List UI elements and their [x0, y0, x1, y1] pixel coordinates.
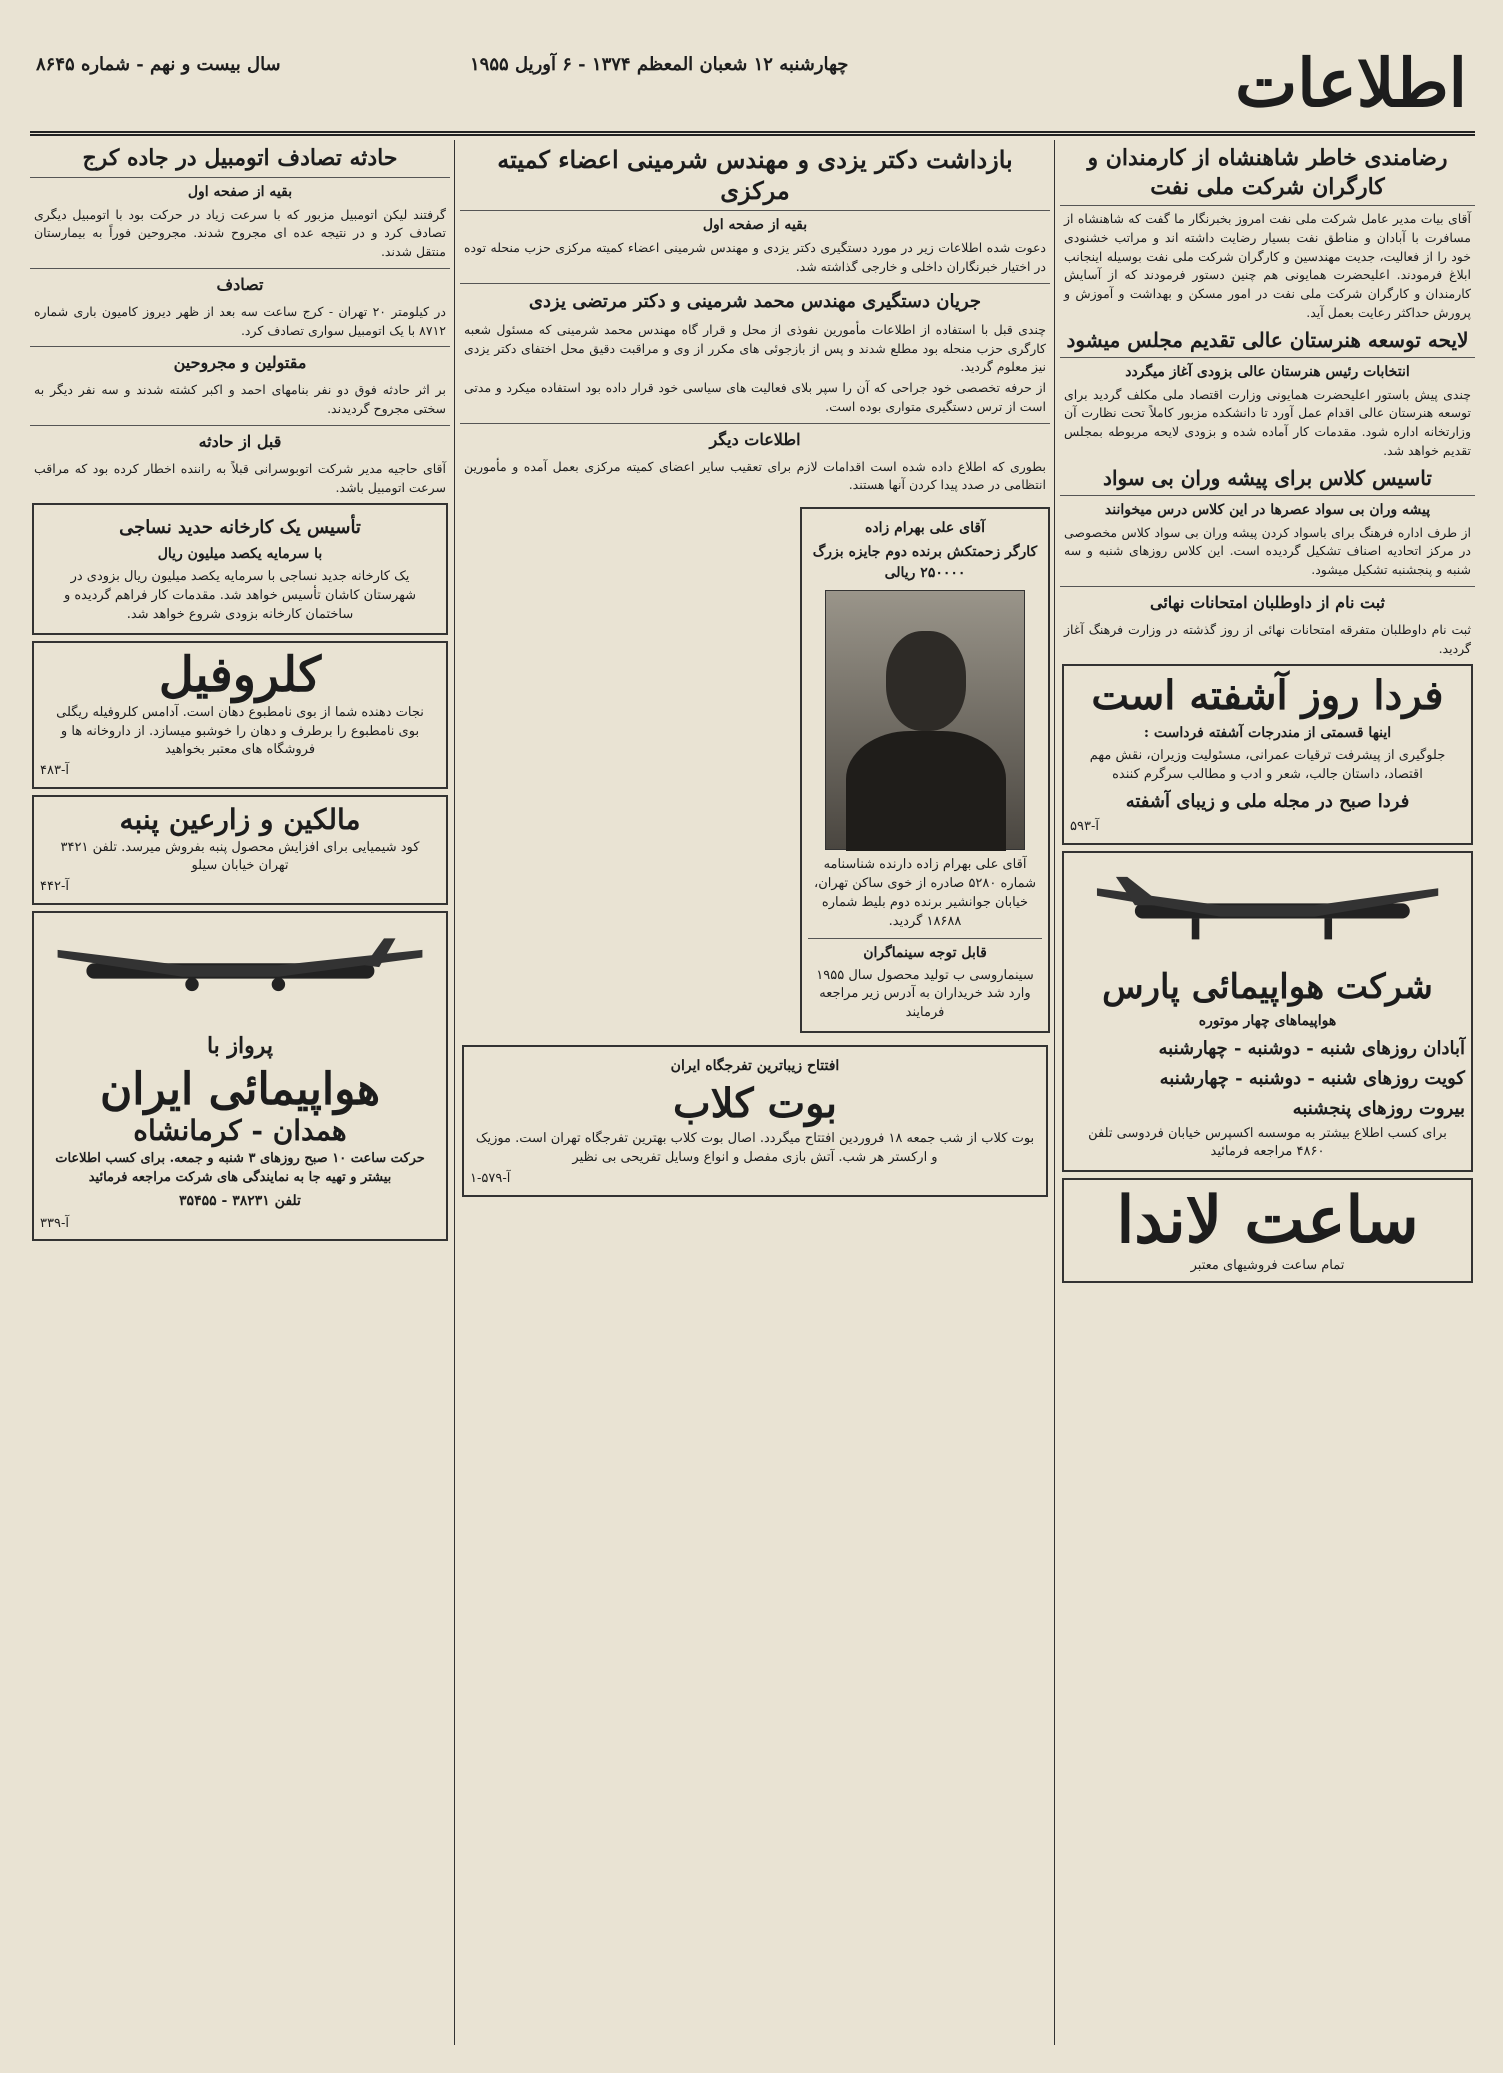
winner-text: آقای علی بهرام زاده دارنده شناسنامه شماره ۵۲۸۰ صادره از خوی ساکن تهران، خیابان جوانشیر برنده دوم بلیط شماره ۱۸۶۸۸ گردید.	[814, 857, 1036, 929]
column-right	[1060, 140, 1475, 2045]
winner-name: آقای علی بهرام زاده	[865, 520, 985, 537]
article-body: چندی قبل با استفاده از اطلاعات مأمورین نفوذی از محل و قرار گاه مهندس محمد شرمینی که مسئول شعبه کارگری حزب منحله بود مطلع شدند و پس از بازجوئی های مکرر از وی و مراقبت دقیق محل اختفای دکتر یزدی نیز معلوم گردید.	[464, 321, 1046, 375]
masthead	[30, 40, 1475, 136]
headline-accident: حادثه تصادف اتومبیل در جاده کرج	[30, 144, 450, 178]
route-beirut: بیروت روزهای پنجشنبه	[1292, 1097, 1465, 1119]
ad-title: شرکت هواپیمائی پارس	[1102, 966, 1433, 1007]
article-body: چندی پیش باستور اعلیحضرت همایونی وزارت اقتصاد ملی مکلف گردید برای توسعه هنرستان عالی اقدام عمل آورد تا دانشکده مزبور کاملاً تحت نظارت آن وزارتخانه اداره شود. مقدمات کار آماده شده و بزودی لایحه مربوطه بمجلس تقدیم خواهد شد.	[1064, 386, 1471, 458]
box-subheadline: با سرمایه یکصد میلیون ریال	[157, 546, 323, 563]
lottery-winner-box	[800, 507, 1050, 1033]
article-body: آقای بیات مدیر عامل شرکت ملی نفت امروز بخبرنگار ما گفت که شاهنشاه از مسافرت با آبادان و مناطق نفت بسیار رضایت داشته اند و مراتب خشنودی خود را از فعالیت، جدیت مهندسین و کارگران شرکت ملی نفت بوسیله اینجانب ابلاغ فرمودند. اعلیحضرت همایونی هم چنین دستور فرمودند که از آسایش کارمندان و کارگران شرکت ملی نفت در امور مسکن و بهداشت و آموزش و پرورش حداکثر رعایت بعمل آید.	[1064, 211, 1471, 320]
article-body: گرفتند لیکن اتومبیل مزبور که با سرعت زیاد در حرکت بود با اتومبیل دیگری تصادف کرد و در نتیجه عده ای مجروح شدند. مجروحین فوراً به بیمارستان منتقل شدند.	[34, 206, 446, 260]
ad-code: آ-۳۳۹	[40, 1215, 69, 1231]
box-body: یک کارخانه جدید نساجی با سرمایه یکصد میلیون ریال بزودی در شهرستان کاشان تأسیس خواهد شد. مقدمات کار فراهم گردیده و ساختمان کارخانه بزودی شروع خواهد شد.	[63, 569, 417, 623]
article-body: دعوت شده اطلاعات زیر در مورد دستگیری دکتر یزدی و مهندس شرمینی اعضاء کمیته مرکزی حزب منحله توده در اختیار خبرنگاران داخلی و خارجی گذاشته شد.	[464, 240, 1046, 275]
ad-body: نجات دهنده شما از بوی نامطبوع دهان است. آدامس کلروفیله ریگلی بوی نامطبوع را برطرف و دهان را خوشبو میسازد. از داروخانه ها و فروشگاه های معتبر بخواهید	[56, 704, 424, 758]
headline-shah: رضامندی خاطر شاهنشاه از کارمندان و کارگران شرکت ملی نفت	[1060, 144, 1475, 206]
ad-title: مالکین و زارعین پنبه	[119, 803, 361, 837]
headline-collision: تصادف	[30, 268, 450, 297]
article-body: از طرف اداره فرهنگ برای باسواد کردن پیشه وران بی سواد کلاس مخصوصی در مرکز اتحادیه اصناف تشکیل گردیده است. این کلاس روزهای شنبه و سه شنبه و پنجشنبه تشکیل میشود.	[1064, 524, 1471, 578]
airplane-icon	[48, 925, 432, 1015]
route-abadan: آبادان روزهای شنبه - دوشنبه - چهارشنبه	[1158, 1037, 1465, 1059]
ad-title: بوت کلاب	[673, 1080, 837, 1128]
ad-title: کلروفیل	[158, 646, 322, 703]
ad-subtitle: افتتاح زیباترین تفرجگاه ایران	[670, 1058, 840, 1075]
ad-route: همدان - کرمانشاه	[133, 1114, 347, 1148]
ad-phone: تلفن ۳۸۲۳۱ - ۳۵۴۵۵	[179, 1192, 301, 1209]
ad-body: کود شیمیایی برای افزایش محصول پنبه بفروش میرسد. تلفن ۳۴۲۱ تهران خیابان سیلو	[60, 839, 420, 874]
ad-subtitle: هواپیماهای چهار موتوره	[1198, 1012, 1337, 1029]
cotton-ad	[32, 795, 448, 905]
winner-headline: کارگر زحمتکش برنده دوم جایزه بزرگ ۲۵۰۰۰۰ ریالی	[812, 544, 1038, 582]
ad-body: بوت کلاب از شب جمعه ۱۸ فروردین افتتاح میگردد. اصال بوت کلاب بهترین تفرجگاه تهران است. موزیک و ارکستر هر شب. آتش بازی مفصل و انواع وسایل تفریحی بی نظیر	[475, 1131, 1035, 1165]
article-body: بر اثر حادثه فوق دو نفر بنامهای احمد و اکبر کشته شدند و سه نفر دیگر به سختی مجروح گردیدند.	[34, 382, 446, 417]
column-left	[30, 140, 450, 2045]
boot-club-ad	[462, 1045, 1048, 1197]
ad-title: هواپیمائی ایران	[99, 1063, 381, 1115]
article-body: بطوری که اطلاع داده شده است اقدامات لازم برای تعقیب سایر اعضای کمیته مرکزی بعمل آمده و مأمورین انتظامی در صدد پیدا کردن آنها هستند.	[464, 458, 1046, 493]
ad-code: آ-۵۹۳	[1070, 819, 1099, 835]
headline-exams: ثبت نام از داوطلبان امتحانات نهائی	[1060, 586, 1475, 615]
chlorophyll-ad	[32, 641, 448, 789]
issue-date: چهارشنبه ۱۲ شعبان المعظم ۱۳۷۴ - ۶ آوریل ۱۹۵۵	[470, 54, 849, 75]
airplane-icon	[1078, 865, 1457, 955]
column-middle	[460, 140, 1050, 2045]
ashofteh-ad	[1062, 664, 1473, 845]
winner-photo	[825, 590, 1025, 850]
headline-before-accident: قبل از حادثه	[30, 425, 450, 454]
headline-literacy-class: تاسیس کلاس برای پیشه وران بی سواد	[1060, 465, 1475, 496]
ad-title: ساعت لاندا	[1116, 1183, 1419, 1259]
pars-airline-ad	[1062, 851, 1473, 1172]
newspaper-title: اطلاعات	[1235, 44, 1467, 122]
ad-body: جلوگیری از پیشرفت ترقیات عمرانی، مسئولیت وزیران، نقش مهم اقتصاد، داستان جالب، شعر و ادب و مطالب سرگرم کننده	[1089, 748, 1446, 783]
continued-label: بقیه از صفحه اول	[702, 217, 808, 234]
cinema-headline: قابل توجه سینماگران	[808, 938, 1042, 964]
ad-footer: تمام ساعت فروشیهای معتبر	[1190, 1257, 1345, 1273]
route-kuwait: کویت روزهای شنبه - دوشنبه - چهارشنبه	[1159, 1067, 1465, 1089]
column-divider	[454, 140, 455, 2045]
ad-code: آ-۵۷۹-۱	[470, 1170, 511, 1186]
headline-casualties: مقتولین و مجروحین	[30, 346, 450, 375]
box-headline: تأسیس یک کارخانه حدید نساجی	[119, 517, 361, 539]
issue-number: سال بیست و نهم - شماره ۸۶۴۵	[36, 54, 281, 75]
ad-body: حرکت ساعت ۱۰ صبح روزهای ۳ شنبه و جمعه. برای کسب اطلاعات بیشتر و تهیه جا به نمایندگی های شرکت مراجعه فرمائید	[55, 1150, 425, 1185]
subheadline: پیشه وران بی سواد عصرها در این کلاس درس میخوانند	[1104, 501, 1431, 518]
landa-watch-ad	[1062, 1178, 1473, 1283]
headline-art-school: لایحه توسعه هنرستان عالی تقدیم مجلس میشود	[1060, 327, 1475, 358]
article-body: ثبت نام داوطلبان متفرقه امتحانات نهائی از روز گذشته در وزارت فرهنگ آغاز گردید.	[1064, 621, 1471, 656]
ad-pre: پرواز با	[206, 1032, 274, 1059]
ad-body: برای کسب اطلاع بیشتر به موسسه اکسپرس خیابان فردوسی تلفن ۴۸۶۰ مراجعه فرمائید	[1088, 1125, 1447, 1160]
article-body: از حرفه تخصصی خود جراحی که آن را سپر بلای فعالیت های سیاسی خود قرار داده بود استفاده میکرد و مدتی است از ترس دستگیری متواری بوده است.	[464, 380, 1046, 414]
headline-other-news: اطلاعات دیگر	[460, 423, 1050, 452]
ad-code: آ-۴۴۲	[40, 879, 69, 895]
column-divider	[1054, 140, 1055, 2045]
article-body: آقای حاجیه مدیر شرکت اتوبوسرانی قبلاً به راننده اخطار کرده بود که مراقب سرعت اتومبیل باشد.	[34, 460, 446, 495]
ad-code: آ-۴۸۳	[40, 763, 69, 779]
article-body: در کیلومتر ۲۰ تهران - کرج ساعت سه بعد از ظهر دیروز کامیون باری شماره ۸۷۱۲ با یک اتومبیل سواری تصادف کرد.	[34, 303, 446, 338]
textile-factory-box	[32, 503, 448, 635]
subheadline: انتخابات رئیس هنرستان عالی بزودی آغاز میگردد	[1125, 363, 1410, 380]
newspaper-page	[30, 40, 1475, 2050]
iran-airline-ad	[32, 911, 448, 1241]
headline-arrest-detail: جریان دستگیری مهندس محمد شرمینی و دکتر مرتضی یزدی	[460, 283, 1050, 315]
ad-title: فردا روز آشفته است	[1091, 672, 1444, 720]
cinema-text: سینماروسی ب تولید محصول سال ۱۹۵۵ وارد شد خریداران به آدرس زیر مراجعه فرمایند	[816, 967, 1034, 1021]
continued-label: بقیه از صفحه اول	[187, 183, 293, 200]
headline-arrest: بازداشت دکتر یزدی و مهندس شرمینی اعضاء کمیته مرکزی	[460, 144, 1050, 211]
ad-footer: فردا صبح در مجله ملی و زیبای آشفته	[1125, 791, 1410, 813]
ad-subtitle: اینها قسمتی از مندرجات آشفته فرداست :	[1143, 725, 1392, 742]
